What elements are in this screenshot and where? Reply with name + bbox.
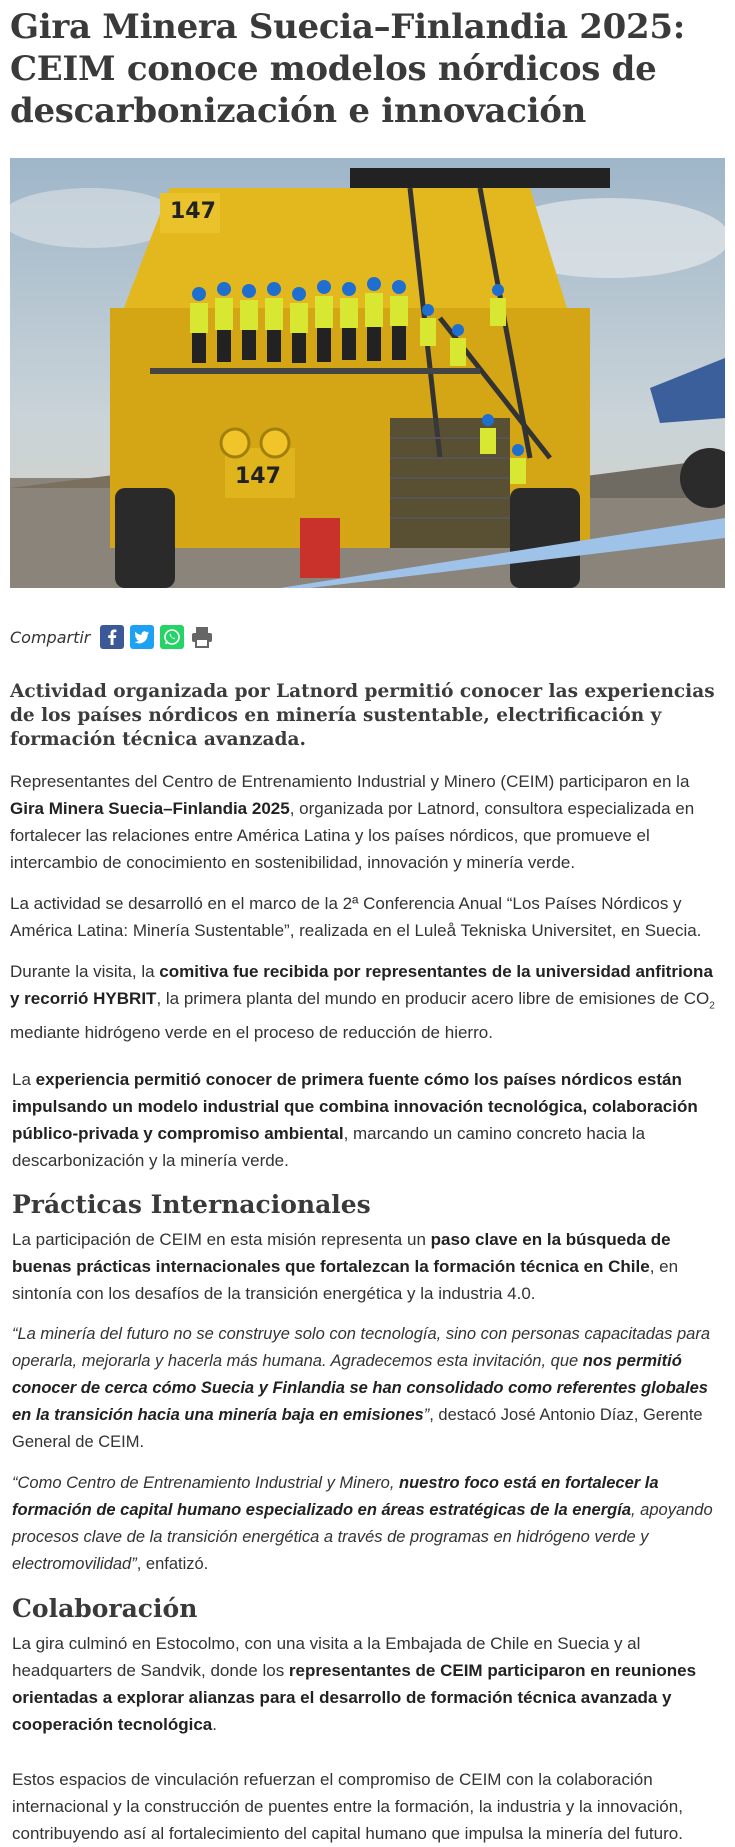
paragraph-7: Estos espacios de vinculación refuerzan el compromiso de CEIM con la colaboración internacional y la construcción de puentes entre la formación, la industria y la innovación, contribuyendo así al fortalecimiento del capital humano que impulsa la minería del futuro. [12, 1770, 683, 1844]
article [0, 6, 735, 1847]
article-lead: Actividad organizada por Latnord permitió conocer las experiencias de los países nórdicos en minería sustentable, electrificación y formación técnica avanzada. [10, 681, 715, 750]
whatsapp-icon[interactable] [160, 625, 184, 649]
paragraph-6: La gira culminó en Estocolmo, con una visita a la Embajada de Chile en Suecia y al headquarters de Sandvik, donde los representantes de CEIM participaron en reuniones orientadas a explorar alianzas para el desarrollo de formación técnica avanzada y cooperación tecnológica. [12, 1634, 697, 1735]
share-bar [10, 622, 725, 652]
share-label: Compartir [10, 627, 91, 647]
quote-1: “La minería del futuro no se construye solo con tecnología, sino con personas capacitadas para operarla, mejorarla y hacerla más humana. Agradecemos esta invitación, que nos permitió conocer de cerca cómo Suecia y Finlandia se han consolidado como referentes globales en la transición hacia una minería baja en emisiones”, destacó José Antonio Díaz, Gerente General de CEIM. [12, 1325, 711, 1452]
article-title: Gira Minera Suecia–Finlandia 2025: CEIM conoce modelos nórdicos de descarbonización e innovación [10, 7, 685, 131]
truck-number-top: 147 [170, 199, 216, 224]
truck-number-front: 147 [235, 464, 281, 489]
hero-photo-mining-truck [10, 158, 725, 588]
paragraph-4: La experiencia permitió conocer de primera fuente cómo los países nórdicos están impulsando un modelo industrial que combina innovación tecnológica, colaboración público-privada y compromiso ambiental, marcando un camino concreto hacia la descarbonización y la minería verde. [12, 1070, 698, 1171]
facebook-icon[interactable] [100, 625, 124, 649]
print-icon[interactable] [190, 625, 214, 649]
section-heading-practicas: Prácticas Internacionales [12, 1190, 371, 1220]
quote-2: “Como Centro de Entrenamiento Industrial y Minero, nuestro foco está en fortalecer la formación de capital humano especializado en áreas estratégicas de la energía, apoyando procesos clave de la transición energética a través de programas en hidrógeno verde y electromovilidad”, enfatizó. [12, 1474, 713, 1574]
section-heading-colaboracion: Colaboración [12, 1594, 198, 1624]
paragraph-5: La participación de CEIM en esta misión representa un paso clave en la búsqueda de buenas prácticas internacionales que fortalezcan la formación técnica en Chile, en sintonía con los desafíos de la transición energética y la industria 4.0. [12, 1230, 679, 1304]
twitter-icon[interactable] [130, 625, 154, 649]
paragraph-3: Durante la visita, la comitiva fue recibida por representantes de la universidad anfitriona y recorrió HYBRIT, la primera planta del mundo en producir acero libre de emisiones de $CO_2$ mediante hidrógeno verde en el proceso de reducción de hierro. [10, 962, 715, 1043]
paragraph-1: Representantes del Centro de Entrenamiento Industrial y Minero (CEIM) participaron en la Gira Minera Suecia–Finlandia 2025, organizada por Latnord, consultora especializada en fortalecer las relaciones entre América Latina y los países nórdicos, que promueve el intercambio de conocimiento en sostenibilidad, innovación y minería verde. [10, 772, 695, 872]
paragraph-2: La actividad se desarrolló en el marco de la 2ª Conferencia Anual “Los Países Nórdicos y América Latina: Minería Sustentable”, realizada en el Luleå Tekniska Universitet, en Suecia. [10, 894, 702, 940]
